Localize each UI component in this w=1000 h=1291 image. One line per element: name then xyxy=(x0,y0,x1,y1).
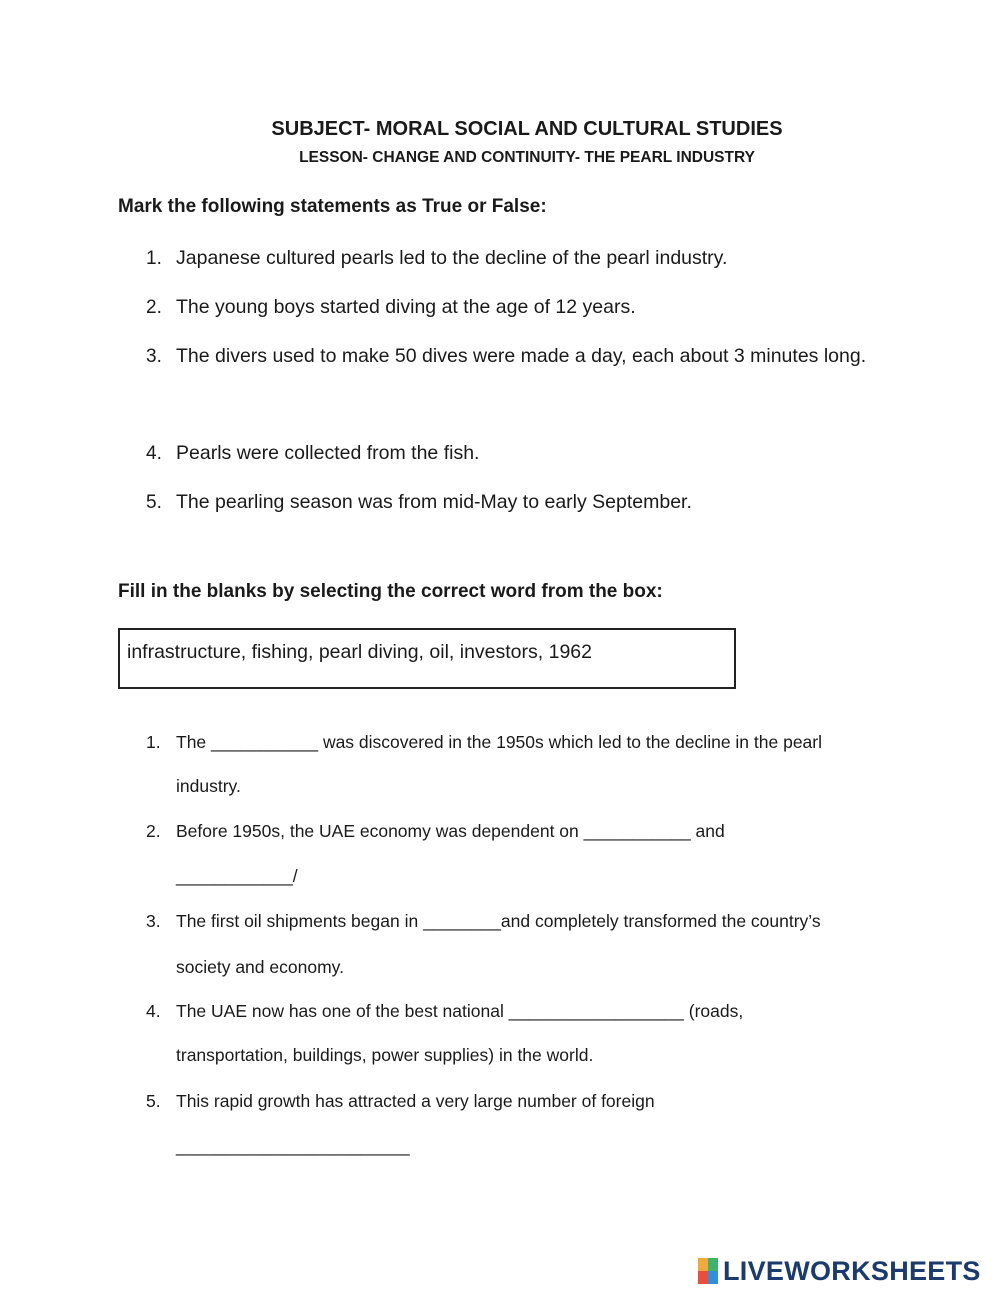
tf-item-statement: The young boys started diving at the age of 12 years. xyxy=(176,296,636,318)
fb-item-line: ____________/ xyxy=(176,866,298,886)
tf-item-statement: Pearls were collected from the fish. xyxy=(176,442,480,464)
fb-item-number: 5. xyxy=(146,1091,161,1111)
tf-item-number: 3. xyxy=(146,346,162,367)
word-bank-box xyxy=(118,628,736,689)
liveworksheets-logo xyxy=(698,1256,981,1286)
tf-item-statement: Japanese cultured pearls led to the decline of the pearl industry. xyxy=(176,247,728,269)
fb-item-number: 3. xyxy=(146,911,161,931)
tf-item-number: 1. xyxy=(146,248,162,269)
fb-item-line: This rapid growth has attracted a very large number of foreign xyxy=(176,1091,655,1111)
liveworksheets-logo-icon xyxy=(698,1258,718,1284)
fb-item-number: 2. xyxy=(146,821,161,841)
fill-blanks-heading: Fill in the blanks by selecting the correct word from the box: xyxy=(118,581,663,602)
fb-item-line: The first oil shipments began in ________and completely transformed the country’s xyxy=(176,911,821,931)
tf-item-statement: The divers used to make 50 dives were made a day, each about 3 minutes long. xyxy=(176,345,867,367)
tf-item-number: 5. xyxy=(146,492,162,513)
logo-text: LIVEWORKSHEETS xyxy=(723,1255,981,1286)
lesson-subtitle: LESSON- CHANGE AND CONTINUITY- THE PEARL INDUSTRY xyxy=(299,149,755,166)
tf-item-number: 2. xyxy=(146,297,162,318)
tf-item-statement: The pearling season was from mid-May to early September. xyxy=(176,491,692,513)
page-title: SUBJECT- MORAL SOCIAL AND CULTURAL STUDIES xyxy=(271,118,783,140)
tf-item-number: 4. xyxy=(146,443,162,464)
fb-item-line: society and economy. xyxy=(176,957,344,977)
fb-item-line: Before 1950s, the UAE economy was dependent on ___________ and xyxy=(176,821,725,841)
fb-item-number: 1. xyxy=(146,732,161,752)
fb-item-line: transportation, buildings, power supplies) in the world. xyxy=(176,1045,594,1065)
fb-item-line: The ___________ was discovered in the 1950s which led to the decline in the pearl xyxy=(176,732,822,752)
fb-item-number: 4. xyxy=(146,1001,161,1021)
word-bank-text: infrastructure, fishing, pearl diving, oil, investors, 1962 xyxy=(127,641,592,663)
true-false-heading: Mark the following statements as True or False: xyxy=(118,196,547,217)
fb-item-line: industry. xyxy=(176,776,241,796)
fb-item-line: ________________________ xyxy=(176,1136,410,1156)
fb-item-line: The UAE now has one of the best national __________________ (roads, xyxy=(176,1001,744,1021)
